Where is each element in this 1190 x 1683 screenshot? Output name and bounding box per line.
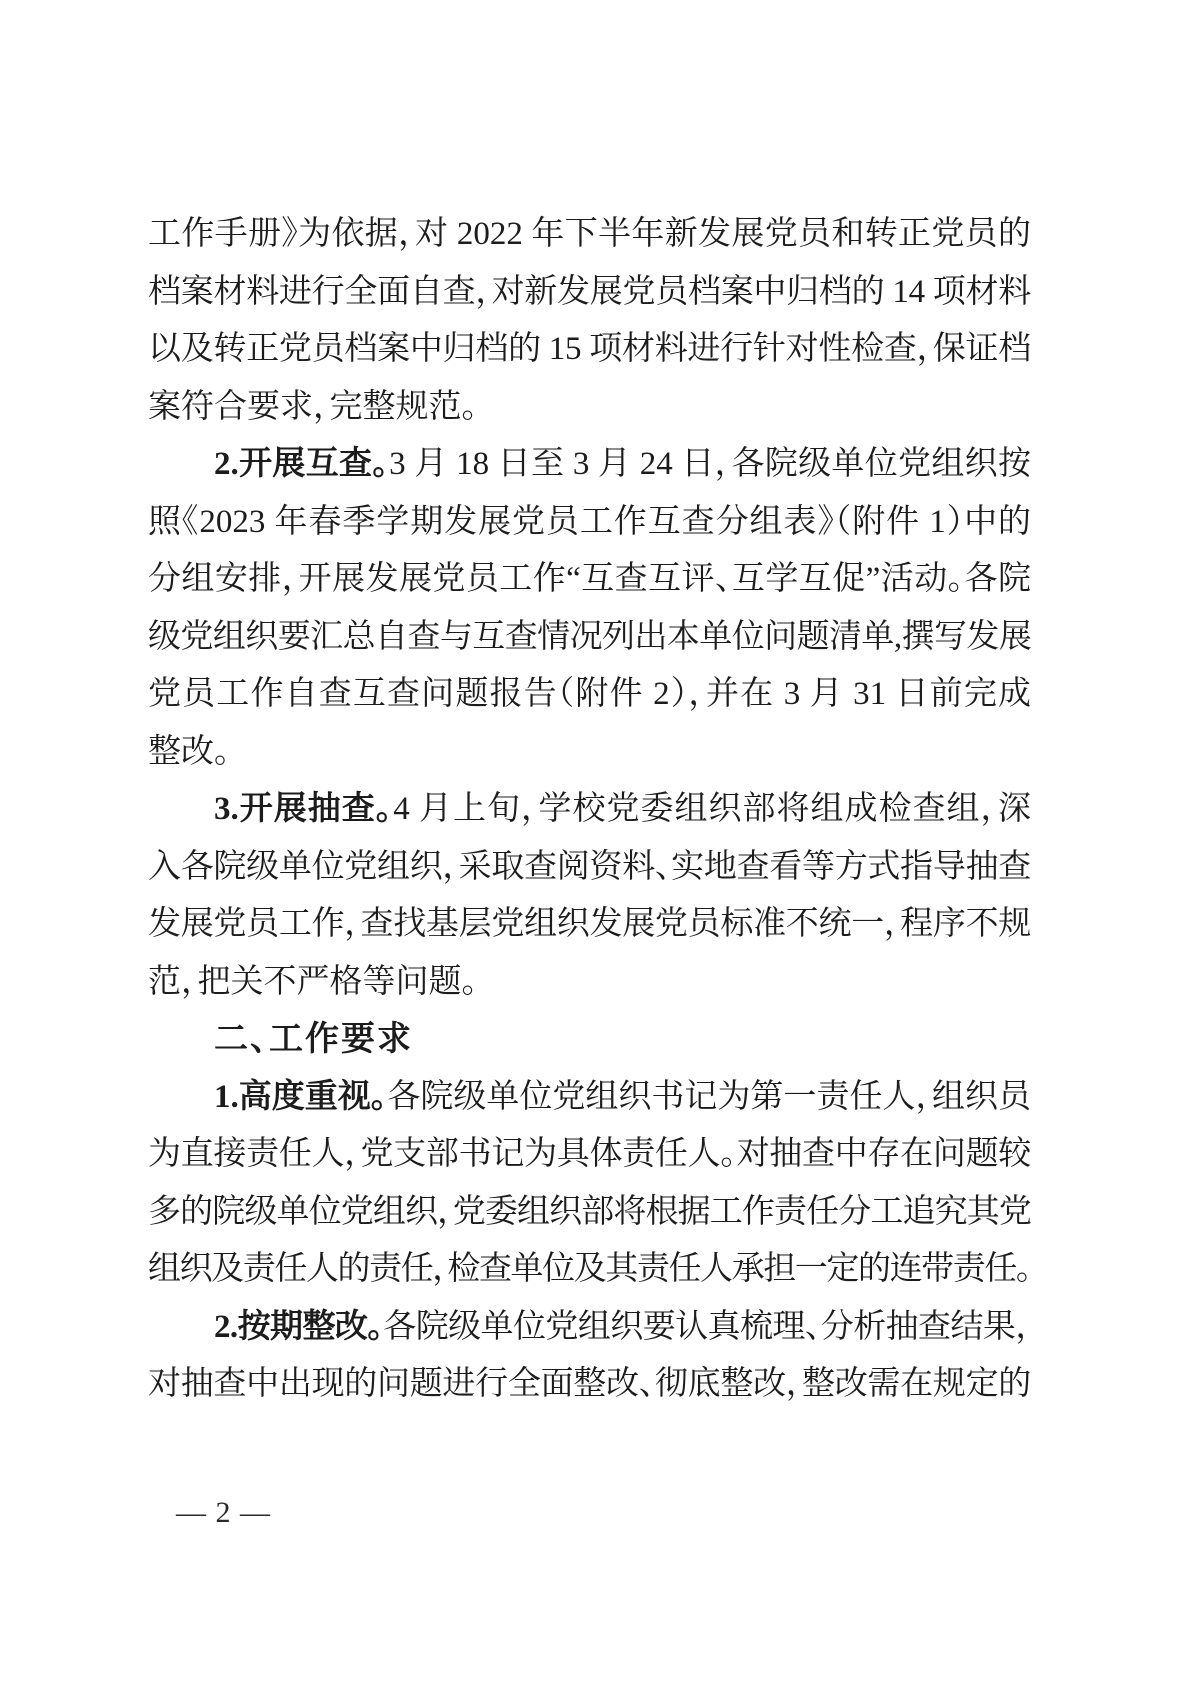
document-body	[148, 206, 1031, 1414]
line-text: 对抽查中出现的问题进行全面整改、彻底整改，整改需在规定的	[148, 1366, 1032, 1402]
text-line	[148, 1356, 1031, 1414]
text-line	[148, 321, 1031, 379]
paragraph-lead: 1.高度重视。	[214, 1078, 388, 1115]
text-line	[148, 1126, 1031, 1184]
line-text: 各院级单位党组织书记为第一责任人，组织员	[387, 1078, 1032, 1115]
line-text: 范，把关不严格等问题。	[148, 963, 478, 1000]
text-line	[148, 1241, 1031, 1299]
line-text: 照《2023 年春季学期发展党员工作互查分组表》（附件 1）中的	[148, 503, 1031, 540]
line-text: 案符合要求，完整规范。	[148, 388, 478, 425]
line-text: 组织及责任人的责任，检查单位及其责任人承担一定的连带责任。	[148, 1251, 1032, 1287]
text-line	[148, 1299, 1031, 1357]
text-line	[148, 264, 1031, 322]
text-line	[148, 379, 1031, 437]
section-heading	[148, 1011, 1031, 1069]
text-line	[148, 206, 1031, 264]
line-text: 分组安排，开展发展党员工作“互查互评、互学互促”活动。各院	[148, 561, 1031, 597]
line-text: 4 月上旬，学校党委组织部将组成检查组，深	[393, 791, 1031, 827]
line-text: 二、工作要求	[214, 1020, 413, 1058]
line-text: 多的院级单位党组织，党委组织部将根据工作责任分工追究其党	[148, 1193, 1031, 1230]
line-text: 入各院级单位党组织，采取查阅资料、实地查看等方式指导抽查	[148, 848, 1032, 885]
line-text: 工作手册》为依据，对 2022 年下半年新发展党员和转正党员的	[148, 216, 1031, 252]
text-line	[148, 551, 1031, 609]
text-line	[148, 609, 1031, 667]
text-line	[148, 781, 1031, 839]
text-line	[148, 494, 1031, 552]
line-text: 整改。	[148, 733, 231, 770]
text-line	[148, 436, 1031, 494]
line-text: 发展党员工作，查找基层党组织发展党员标准不统一，程序不规	[148, 906, 1032, 942]
text-line	[148, 896, 1031, 954]
text-line	[148, 724, 1031, 782]
text-line	[148, 1069, 1031, 1127]
text-line	[148, 954, 1031, 1012]
text-line	[148, 666, 1031, 724]
paragraph-lead: 3.开展抽查。	[214, 791, 394, 827]
line-text: 党员工作自查互查问题报告（附件 2），并在 3 月 31 日前完成	[148, 676, 1031, 712]
line-text: 档案材料进行全面自查，对新发展党员档案中归档的 14 项材料	[148, 273, 1032, 310]
line-text: 级党组织要汇总自查与互查情况列出本单位问题清单,撰写发展	[148, 618, 1032, 655]
line-text: 为直接责任人，党支部书记为具体责任人。对抽查中存在问题较	[148, 1136, 1032, 1172]
page-number: — 2 —	[176, 1496, 271, 1529]
text-line	[148, 1184, 1031, 1242]
text-line	[148, 839, 1031, 897]
paragraph-lead: 2.开展互查。	[214, 446, 390, 482]
line-text: 3 月 18 日至 3 月 24 日，各院级单位党组织按	[389, 446, 1032, 482]
line-text: 各院级单位党组织要认真梳理、分析抽查结果，	[383, 1308, 1032, 1345]
paragraph-lead: 2.按期整改。	[214, 1308, 384, 1345]
line-text: 以及转正党员档案中归档的 15 项材料进行针对性检查，保证档	[148, 331, 1032, 367]
